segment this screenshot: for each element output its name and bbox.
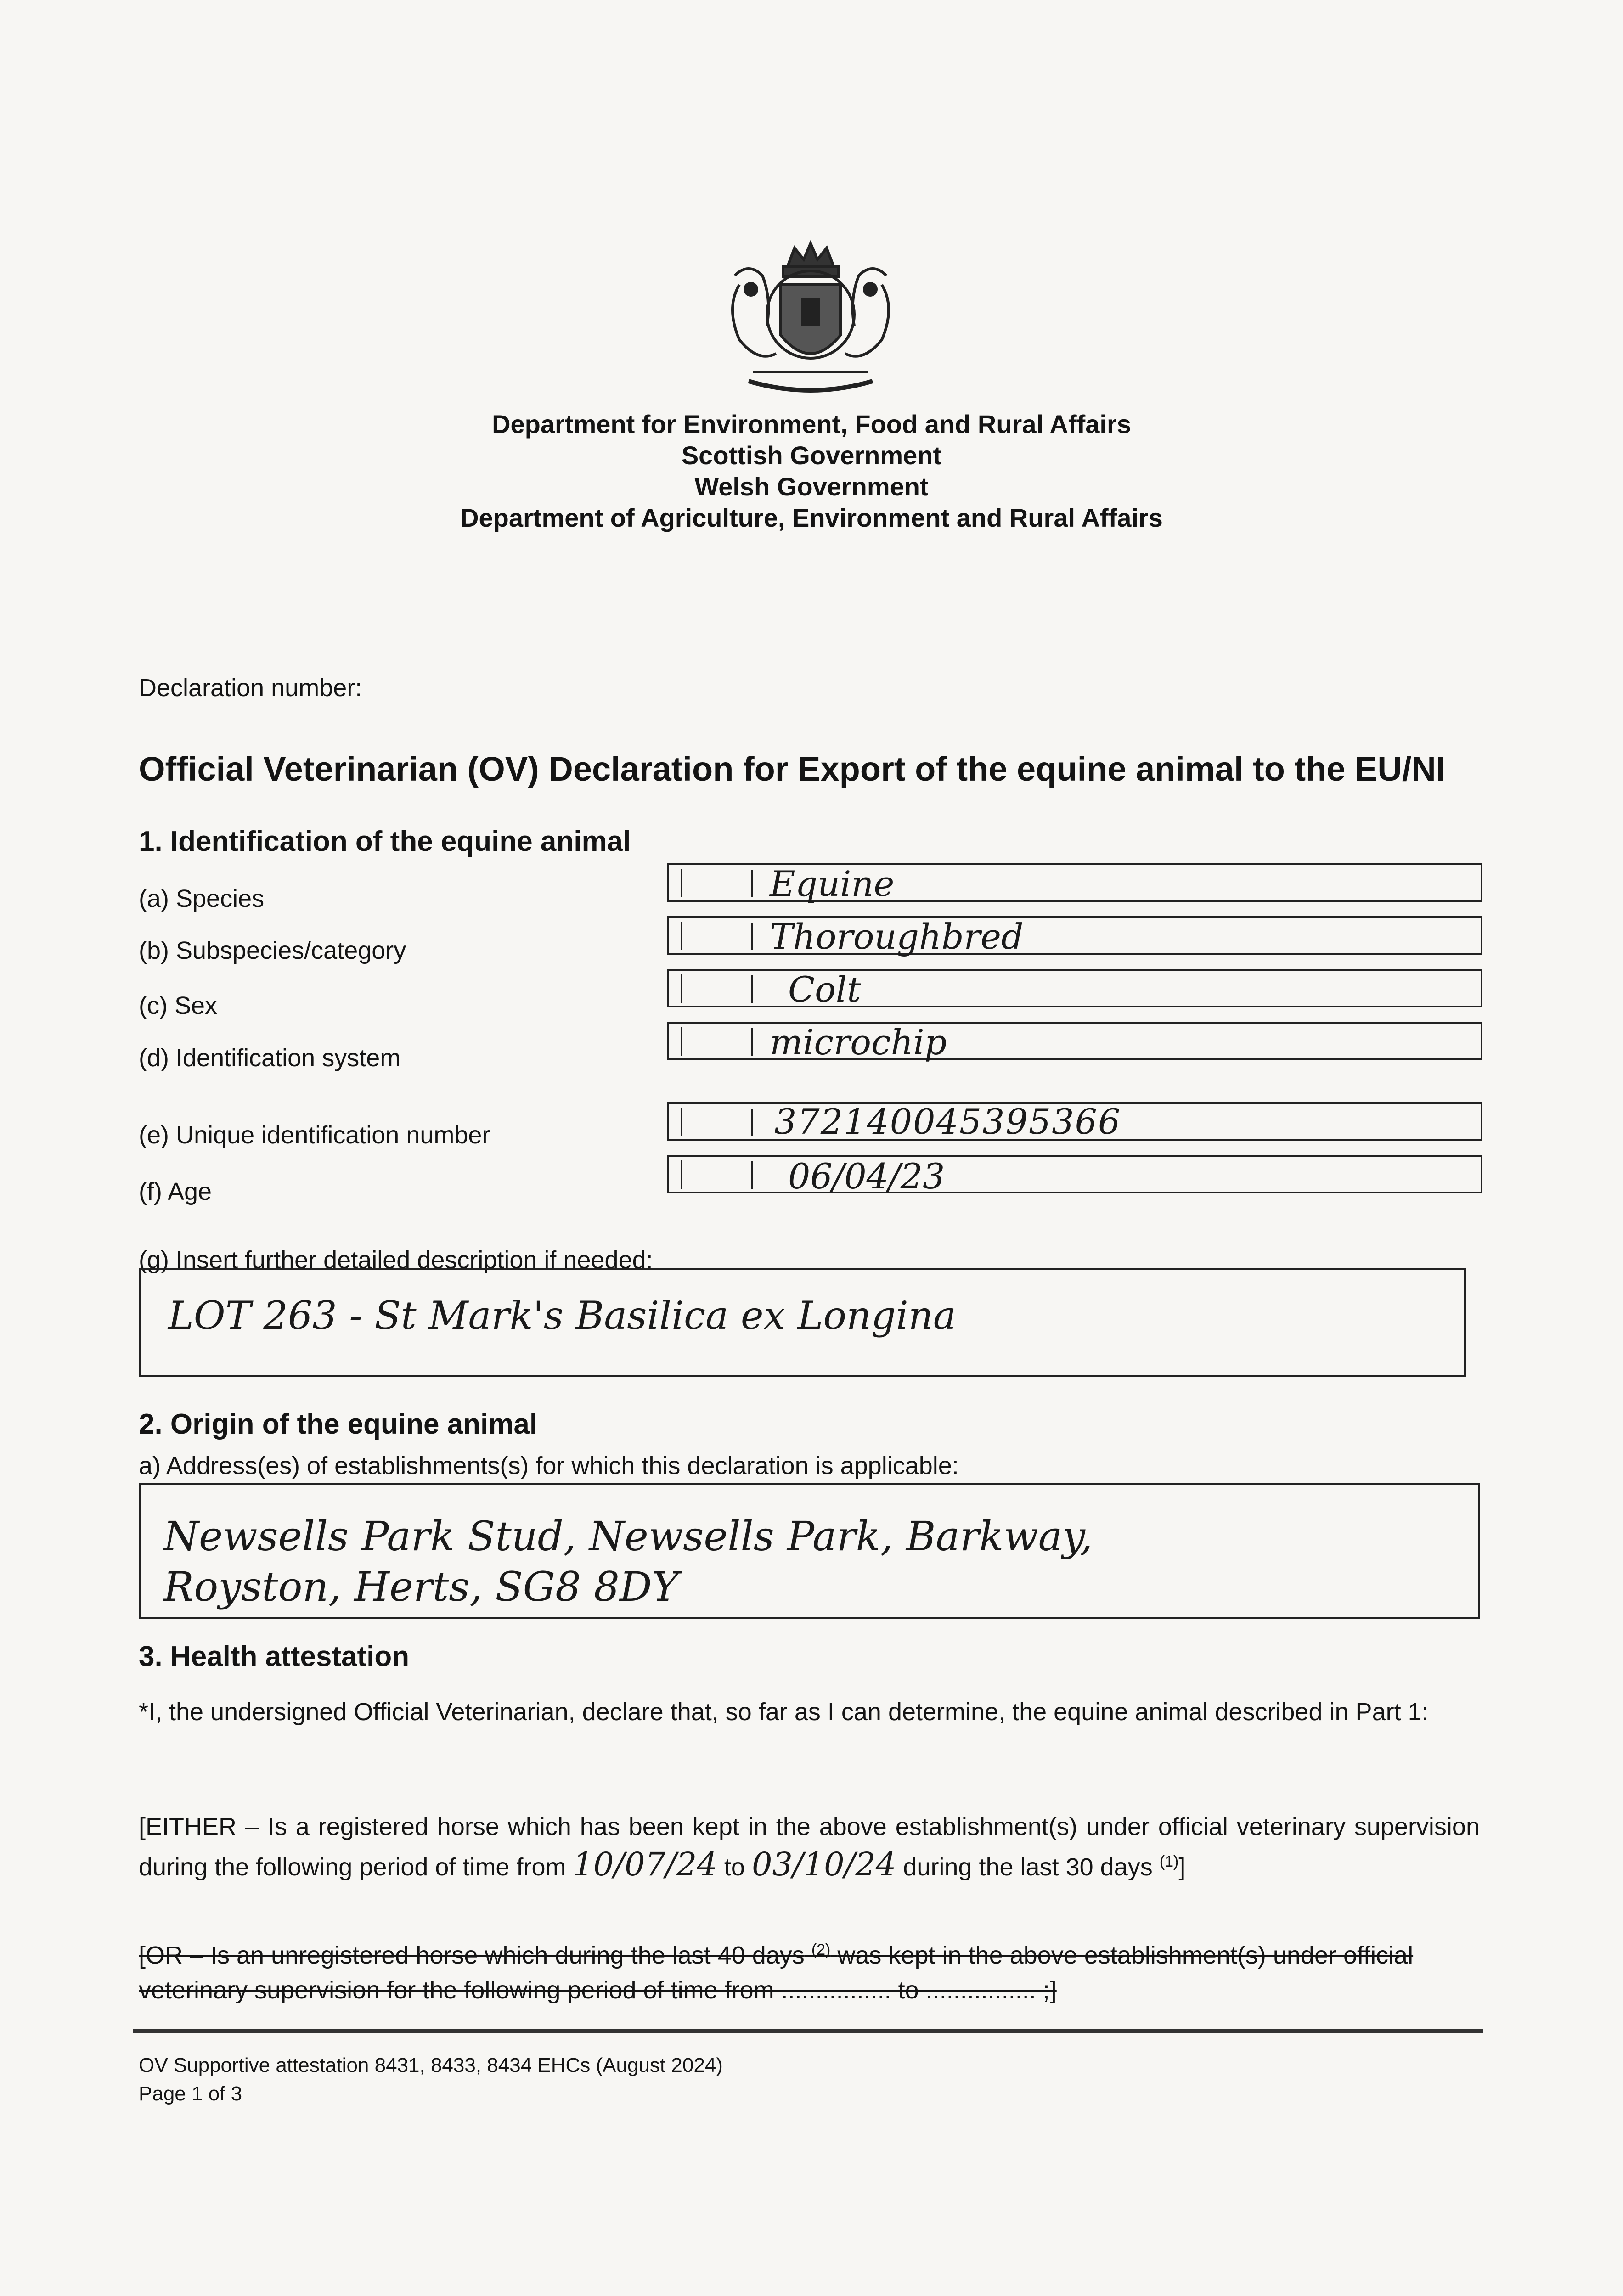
- either-text-2: during the last 30 days: [903, 1853, 1153, 1881]
- species-field[interactable]: [667, 863, 1482, 902]
- handwritten-value: microchip: [770, 1022, 947, 1063]
- section-1-heading: 1. Identification of the equine animal: [139, 826, 631, 857]
- field-label: (e) Unique identification number: [139, 1121, 490, 1149]
- or-clause: [139, 1932, 1480, 2008]
- either-to-word: to: [724, 1853, 745, 1881]
- identification-system-field[interactable]: [667, 1022, 1482, 1063]
- royal-crest-icon: [707, 234, 914, 409]
- page-number: Page 1 of 3: [139, 2082, 242, 2105]
- subspecies-field[interactable]: [667, 916, 1482, 955]
- section-3-heading: 3. Health attestation: [139, 1641, 410, 1672]
- or-text: [OR – Is an unregistered horse which during the last 40 days: [139, 1941, 805, 1969]
- further-description-label: (g) Insert further detailed description if needed:: [139, 1246, 653, 1274]
- handwritten-value: Newsells Park Stud, Newsells Park, Barkway,: [163, 1513, 1093, 1560]
- age-field[interactable]: [667, 1155, 1482, 1197]
- either-to-date: 03/10/24: [751, 1846, 896, 1883]
- further-description-box[interactable]: [139, 1268, 1466, 1377]
- address-box[interactable]: [139, 1483, 1480, 1619]
- either-from-date: 10/07/24: [573, 1846, 717, 1883]
- department-name: Department for Environment, Food and Rural Affairs: [492, 410, 1131, 439]
- handwritten-value: Colt: [788, 969, 861, 1010]
- address-label: a) Address(es) of establishments(s) for which this declaration is applicable:: [139, 1452, 959, 1480]
- footnote-ref: (1): [1159, 1853, 1179, 1870]
- page-title: Official Veterinarian (OV) Declaration for Export of the equine animal to the EU/NI: [139, 750, 1446, 788]
- field-label: (c) Sex: [139, 992, 218, 1019]
- unique-id-field[interactable]: [667, 1102, 1482, 1141]
- handwritten-value: 372140045395366: [774, 1101, 1121, 1142]
- either-close: ]: [1178, 1853, 1186, 1881]
- department-name: Scottish Government: [681, 441, 942, 470]
- handwritten-value: 06/04/23: [788, 1156, 945, 1197]
- sex-field[interactable]: [667, 969, 1482, 1010]
- handwritten-value: LOT 263 - St Mark's Basilica ex Longina: [168, 1293, 956, 1338]
- health-intro: *I, the undersigned Official Veterinarian, declare that, so far as I can determine, the equine animal described in Part 1:: [139, 1698, 1429, 1726]
- either-text: [EITHER – Is a registered horse which has been kept in the above establishment(s) under official veterinary supervision during the following period of time from: [139, 1813, 1480, 1881]
- department-name: Department of Agriculture, Environment and Rural Affairs: [460, 503, 1163, 532]
- field-label: (a) Species: [139, 885, 265, 912]
- footer-divider: [133, 2029, 1483, 2033]
- section-2-heading: 2. Origin of the equine animal: [139, 1408, 538, 1440]
- handwritten-value: Royston, Herts, SG8 8DY: [163, 1563, 679, 1610]
- field-label: (f) Age: [139, 1178, 212, 1205]
- footer-attestation: OV Supportive attestation 8431, 8433, 8434 EHCs (August 2024): [139, 2054, 723, 2077]
- department-name: Welsh Government: [694, 472, 929, 501]
- field-label: (b) Subspecies/category: [139, 937, 406, 964]
- handwritten-value: Thoroughbred: [770, 916, 1024, 957]
- footnote-ref: (2): [811, 1941, 831, 1958]
- declaration-number-label: Declaration number:: [139, 674, 362, 702]
- field-label: (d) Identification system: [139, 1044, 401, 1072]
- handwritten-value: Equine: [770, 863, 895, 904]
- either-clause: [139, 1809, 1480, 1885]
- or-text-2: was kept in the above establishment(s) under official veterinary supervision for the following period of time from ................ to ................ ;]: [139, 1941, 1414, 2004]
